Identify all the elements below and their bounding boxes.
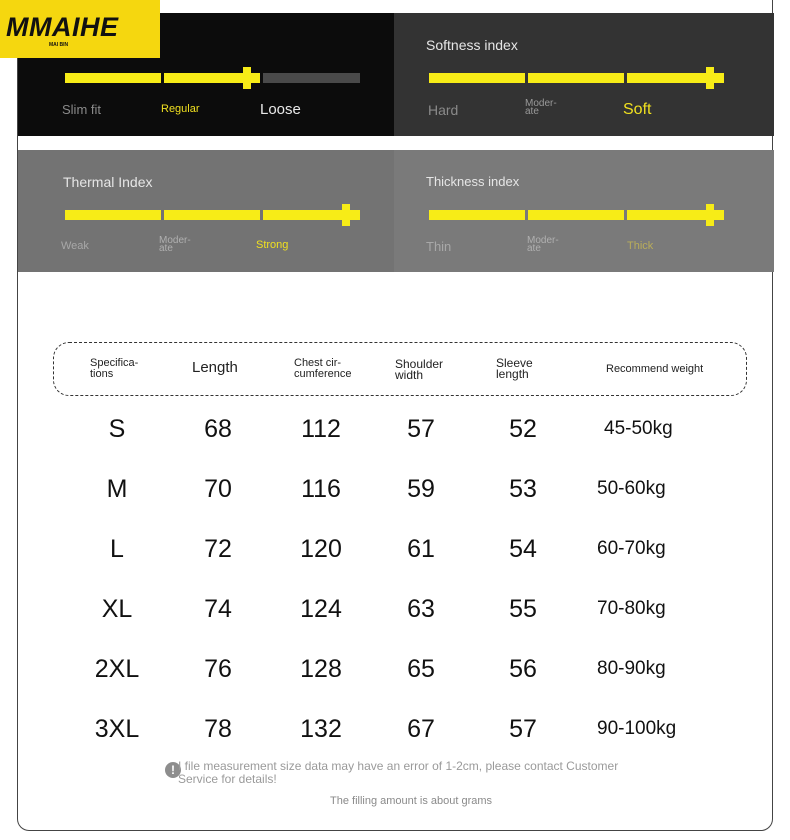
table-cell: 78 xyxy=(204,715,232,743)
table-cell: 80-90kg xyxy=(597,658,666,679)
table-cell: 54 xyxy=(509,535,537,563)
softness-label-hard: Hard xyxy=(428,102,459,118)
thermal-label-weak: Weak xyxy=(61,240,89,252)
table-cell: 53 xyxy=(509,475,537,503)
thermal-label-moderate: Moder- ate xyxy=(159,235,191,254)
fit-label-slim: Slim fit xyxy=(62,102,101,117)
table-cell: 57 xyxy=(407,415,435,443)
table-cell: S xyxy=(108,415,126,443)
brand-name: MMAIHE xyxy=(6,12,119,42)
table-cell: 65 xyxy=(407,655,435,683)
fit-knob xyxy=(243,67,251,89)
table-cell: 128 xyxy=(300,655,342,683)
header-sleeve: Sleeve length xyxy=(496,356,533,381)
table-cell: 116 xyxy=(301,475,341,503)
softness-bar xyxy=(429,73,724,83)
fit-label-loose: Loose xyxy=(260,101,301,118)
softness-knob xyxy=(706,67,714,89)
softness-panel xyxy=(394,13,774,136)
thermal-title: Thermal Index xyxy=(63,174,153,190)
table-cell: 124 xyxy=(300,595,342,623)
softness-label-soft: Soft xyxy=(623,101,652,118)
table-cell: L xyxy=(110,535,124,563)
thickness-label-moderate: Moder- ate xyxy=(527,235,559,254)
table-cell: 55 xyxy=(509,595,537,623)
table-cell: 70 xyxy=(204,475,232,503)
brand-logo xyxy=(0,0,160,58)
thickness-bar xyxy=(429,210,724,220)
table-cell: 68 xyxy=(204,415,232,443)
table-cell: 74 xyxy=(204,595,232,623)
table-cell: 50-60kg xyxy=(597,478,666,499)
table-cell: XL xyxy=(101,595,133,623)
header-specifications: Specifica- tions xyxy=(90,357,139,380)
table-cell: 76 xyxy=(204,655,232,683)
table-cell: 61 xyxy=(407,535,435,563)
table-cell: 56 xyxy=(509,655,537,683)
measurement-note: I file measurement size data may have an error of 1-2cm, please contact Customer Service for details! xyxy=(178,759,619,786)
table-cell: 59 xyxy=(407,475,435,503)
table-cell: 3XL xyxy=(94,715,140,743)
table-cell: 67 xyxy=(407,715,435,743)
table-cell: 90-100kg xyxy=(597,718,677,739)
thickness-label-thick: Thick xyxy=(627,240,654,252)
table-cell: 60-70kg xyxy=(597,538,666,559)
table-cell: 52 xyxy=(509,415,537,443)
table-cell: 112 xyxy=(301,415,341,443)
thermal-bar xyxy=(65,210,360,220)
table-cell: 45-50kg xyxy=(604,418,673,439)
thermal-label-strong: Strong xyxy=(256,239,289,251)
thickness-panel xyxy=(394,150,774,272)
softness-label-moderate: Moder- ate xyxy=(525,98,557,117)
thermal-knob xyxy=(342,204,350,226)
brand-sub: MAI BIN xyxy=(49,42,69,48)
table-cell: 72 xyxy=(204,535,232,563)
table-cell: M xyxy=(106,475,128,503)
table-cell: 57 xyxy=(509,715,537,743)
filling-note: The filling amount is about grams xyxy=(330,795,493,807)
header-chest: Chest cir- cumference xyxy=(294,357,352,380)
table-cell: 2XL xyxy=(94,655,140,683)
table-cell: 63 xyxy=(407,595,435,623)
header-length: Length xyxy=(192,359,238,376)
thickness-title: Thickness index xyxy=(426,174,520,189)
table-cell: 120 xyxy=(300,535,342,563)
table-cell: 70-80kg xyxy=(597,598,666,619)
header-shoulder: Shoulder width xyxy=(395,357,444,382)
table-cell: 132 xyxy=(300,715,342,743)
thickness-knob xyxy=(706,204,714,226)
thermal-panel xyxy=(18,150,394,272)
header-weight: Recommend weight xyxy=(606,363,704,375)
softness-title: Softness index xyxy=(426,37,518,53)
fit-label-regular: Regular xyxy=(161,103,200,115)
thickness-label-thin: Thin xyxy=(426,239,452,254)
warning-icon: ! xyxy=(165,762,181,778)
fit-bar xyxy=(65,73,360,83)
